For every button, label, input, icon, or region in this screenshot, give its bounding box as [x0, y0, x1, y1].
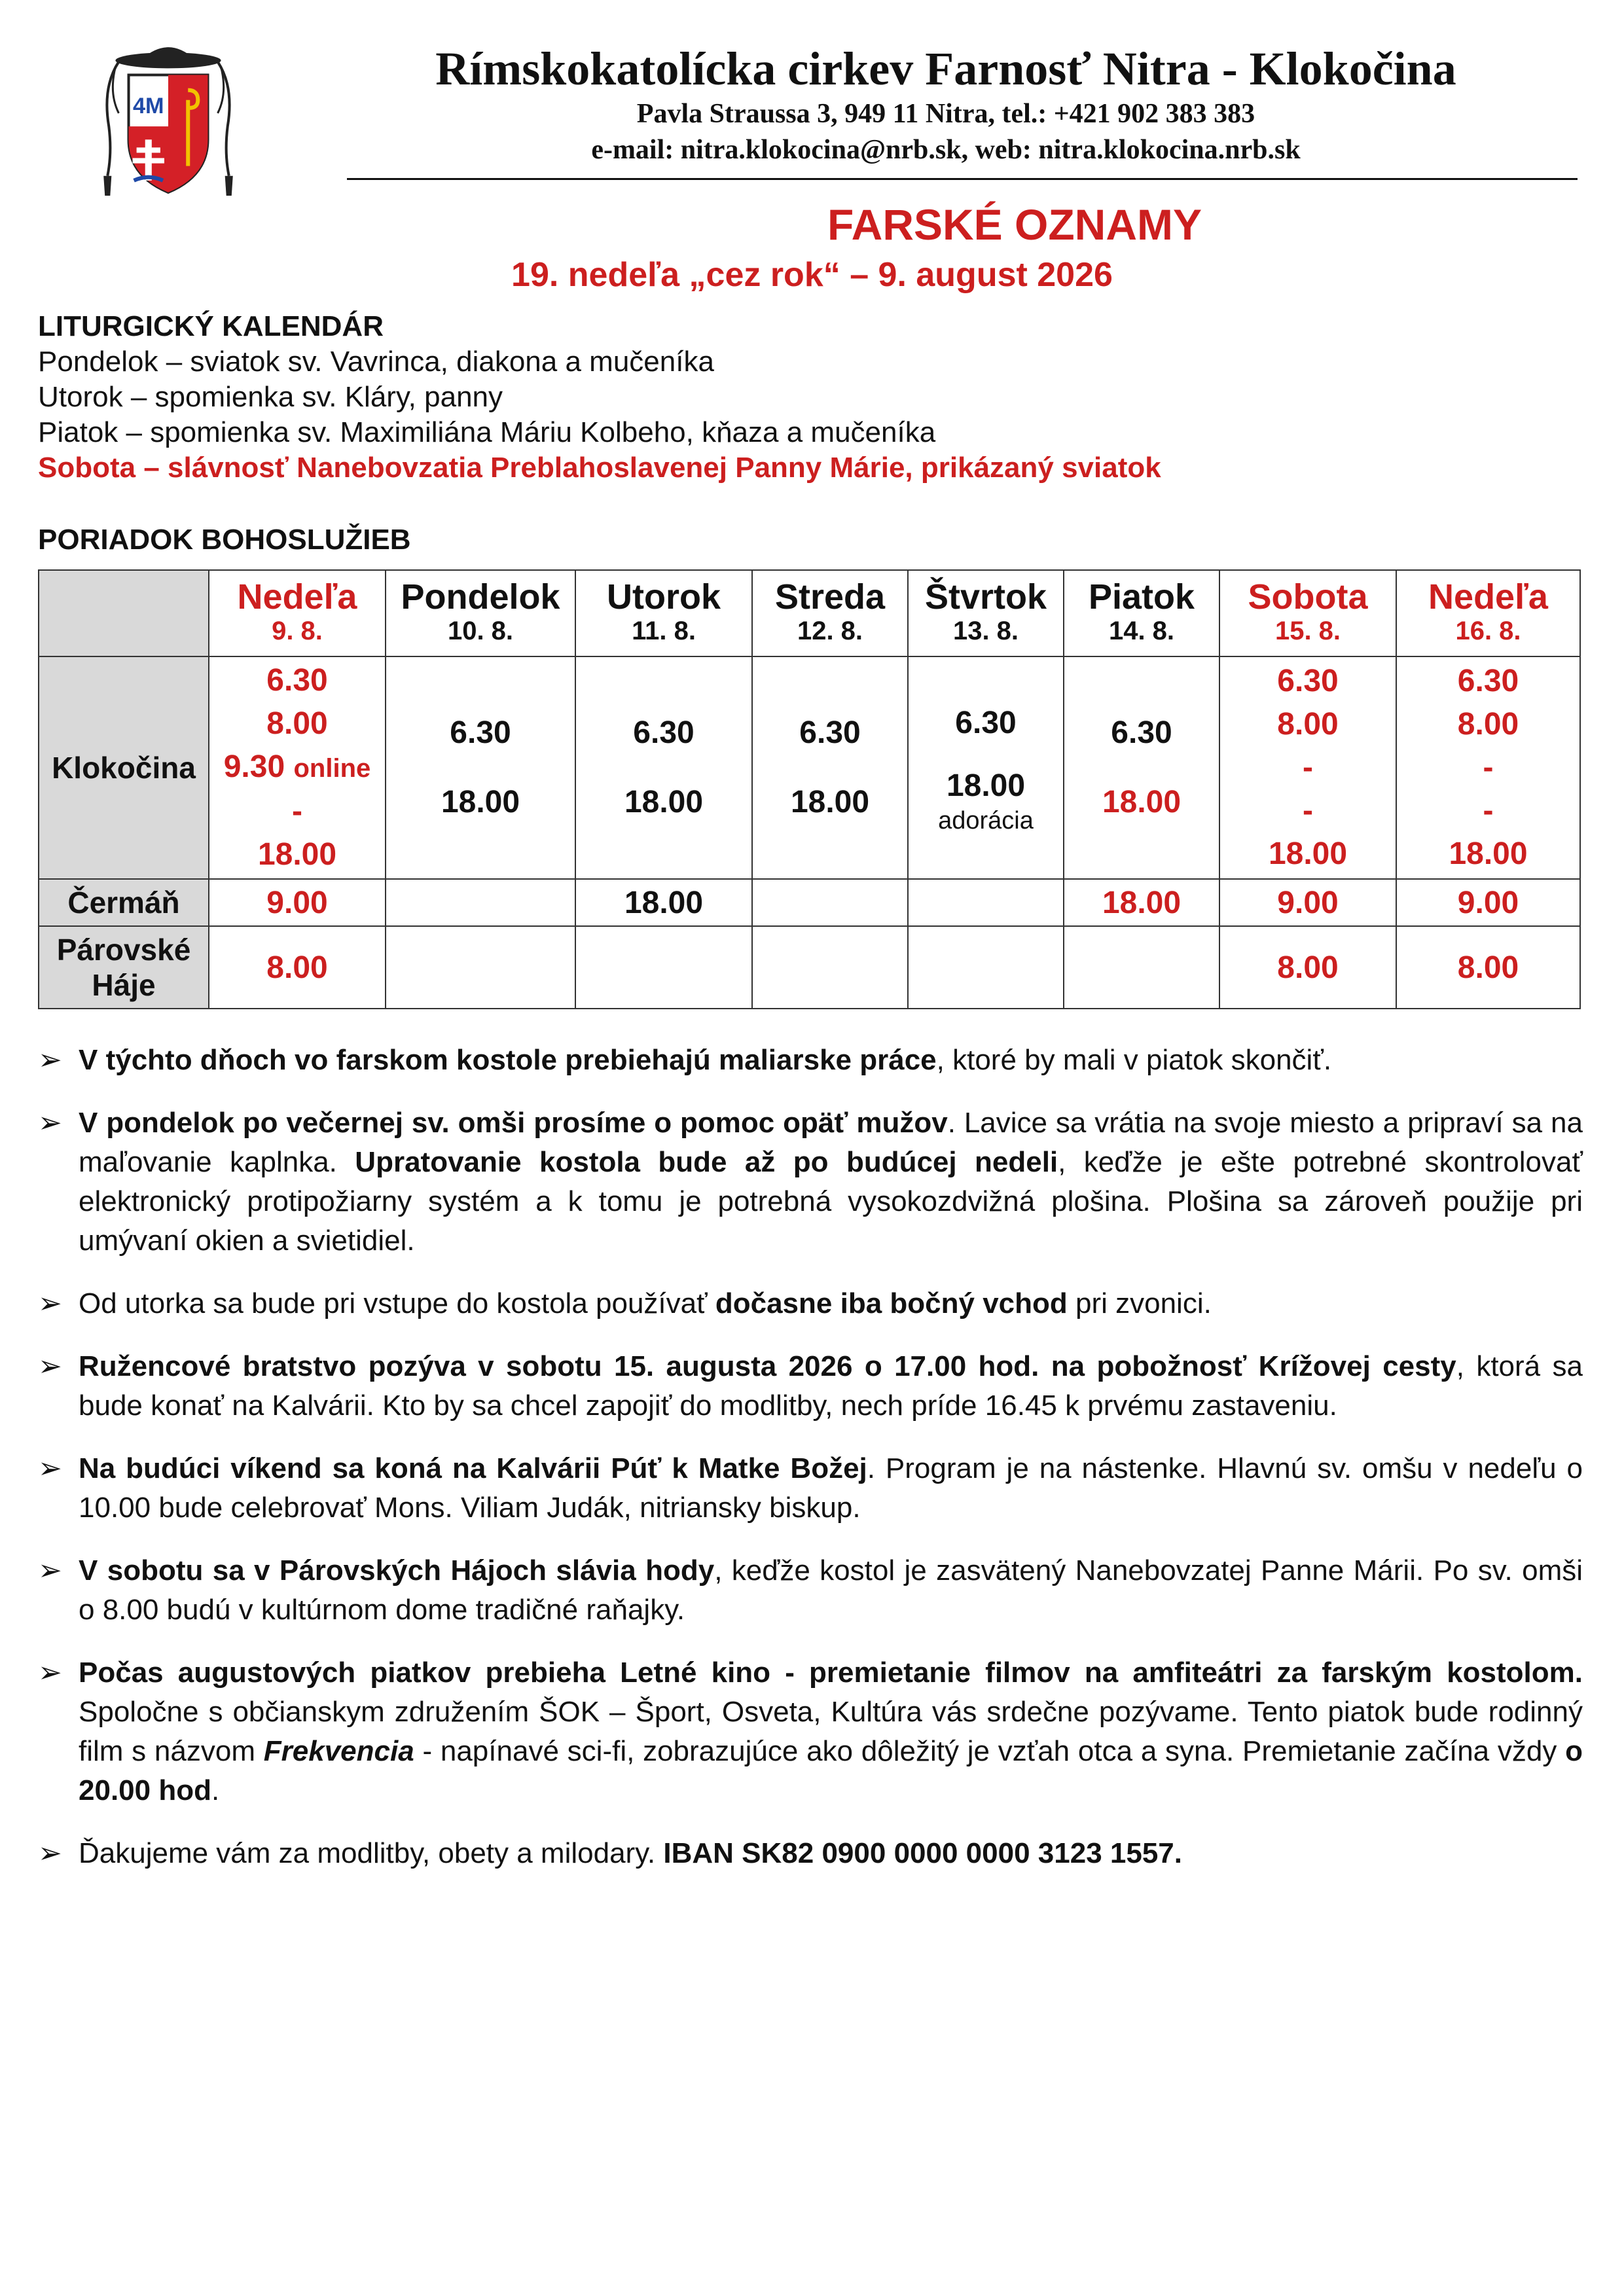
schedule-cell: 6.30 18.00	[752, 656, 908, 879]
schedule-cell: 8.00	[209, 926, 386, 1009]
parish-contact: e-mail: nitra.klokocina@nrb.sk, web: nitra.klokocina.nrb.sk	[591, 135, 1301, 165]
schedule-cell: 18.00	[1064, 879, 1219, 926]
day-header: Piatok 14. 8.	[1064, 570, 1219, 656]
table-header-row	[39, 570, 1580, 656]
arrow-bullet-icon: ➢	[38, 1350, 62, 1382]
announcement-item: ➢ Od utorka sa bude pri vstupe do kostola používať dočasne iba bočný vchod pri zvonici.	[38, 1284, 1583, 1323]
schedule-cell: 9.00	[1219, 879, 1396, 926]
arrow-bullet-icon: ➢	[38, 1837, 62, 1869]
calendar-highlight: Sobota – slávnosť Nanebovzatia Preblahoslavenej Panny Márie, prikázaný sviatok	[38, 452, 1161, 484]
schedule-cell: 6.30 18.00	[575, 656, 752, 879]
calendar-line: Utorok – spomienka sv. Kláry, panny	[38, 381, 503, 413]
arrow-bullet-icon: ➢	[38, 1657, 62, 1689]
day-header: Streda 12. 8.	[752, 570, 908, 656]
schedule-cell: 6.30 8.00 9.30 online - 18.00	[209, 656, 386, 879]
announcement-item: ➢ Na budúci víkend sa koná na Kalvárii Púť k Matke Božej. Program je na nástenke. Hlavnú sv. omšu v nedeľu o 10.00 bude celebrovať Mons. Viliam Judák, nitriansky biskup.	[38, 1449, 1583, 1528]
location-label: Čermáň	[39, 879, 209, 926]
schedule-cell: 8.00	[1219, 926, 1396, 1009]
schedule-cell: 9.00	[1396, 879, 1580, 926]
arrow-bullet-icon: ➢	[38, 1554, 62, 1587]
arrow-bullet-icon: ➢	[38, 1287, 62, 1319]
announcement-item: ➢ Počas augustových piatkov prebieha Letné kino - premietanie filmov na amfiteátri za farským kostolom. Spoločne s občianskym združením ŠOK – Šport, Osveta, Kultúra vás srdečne pozývame. Tento piatok bude rodinný film s názvom Frekvencia - napínavé sci-fi, zobrazujúce ako dôležitý je vzťah otca a syna. Premietanie začína vždy o 20.00 hod.	[38, 1653, 1583, 1810]
calendar-heading: LITURGICKÝ KALENDÁR	[38, 310, 384, 342]
schedule-cell: 6.30 8.00 - - 18.00	[1396, 656, 1580, 879]
schedule-cell	[575, 926, 752, 1009]
arrow-bullet-icon: ➢	[38, 1452, 62, 1484]
schedule-cell: 8.00	[1396, 926, 1580, 1009]
announcement-item: ➢ V týchto dňoch vo farskom kostole prebiehajú maliarske práce, ktoré by mali v piatok skončiť.	[38, 1041, 1583, 1080]
schedule-cell: 18.00	[575, 879, 752, 926]
schedule-cell: 6.30 18.00 adorácia	[908, 656, 1064, 879]
arrow-bullet-icon: ➢	[38, 1107, 62, 1139]
location-label: Klokočina	[39, 656, 209, 879]
letterhead	[0, 0, 1624, 196]
schedule-heading: PORIADOK BOHOSLUŽIEB	[38, 524, 411, 556]
location-label: Párovské Háje	[39, 926, 209, 1009]
parish-address: Pavla Straussa 3, 949 11 Nitra, tel.: +421 902 383 383	[636, 99, 1255, 129]
liturgical-calendar	[38, 309, 1583, 486]
schedule-cell	[752, 879, 908, 926]
calendar-line: Pondelok – sviatok sv. Vavrinca, diakona a mučeníka	[38, 346, 714, 378]
mass-schedule-table	[38, 569, 1581, 1009]
header-divider	[347, 178, 1578, 180]
day-header: Sobota 15. 8.	[1219, 570, 1396, 656]
day-header: Nedeľa 16. 8.	[1396, 570, 1580, 656]
parish-crest-icon	[89, 34, 247, 200]
day-header: Nedeľa 9. 8.	[209, 570, 386, 656]
announcement-item: ➢ Ružencové bratstvo pozýva v sobotu 15. augusta 2026 o 17.00 hod. na pobožnosť Krížovej cesty, ktorá sa bude konať na Kalvárii. Kto by sa chcel zapojiť do modlitby, nech príde 16.45 k prvému zastaveniu.	[38, 1347, 1583, 1426]
schedule-cell: 6.30 18.00	[1064, 656, 1219, 879]
parish-name: Rímskokatolícka cirkev Farnosť Nitra - Klokočina	[435, 43, 1456, 95]
schedule-cell: 6.30 8.00 - - 18.00	[1219, 656, 1396, 879]
schedule-cell	[752, 926, 908, 1009]
day-header: Štvrtok 13. 8.	[908, 570, 1064, 656]
svg-text:4M: 4M	[132, 93, 164, 118]
page-title: FARSKÉ OZNAMY	[827, 200, 1202, 249]
table-row-klokocina	[39, 656, 1580, 879]
announcement-item: ➢ V sobotu sa v Párovských Hájoch slávia hody, keďže kostol je zasvätený Nanebovzatej Panne Márii. Po sv. omši o 8.00 budú v kultúrnom dome tradičné raňajky.	[38, 1551, 1583, 1630]
table-row-cerman	[39, 879, 1580, 926]
day-header: Utorok 11. 8.	[575, 570, 752, 656]
announcement-item: ➢ V pondelok po večernej sv. omši prosíme o pomoc opäť mužov. Lavice sa vrátia na svoje miesto a pripraví sa na maľovanie kaplnka. Upratovanie kostola bude až po budúcej nedeli, keďže je ešte potrebné skontrolovať elektronický protipožiarny systém a k tomu je potrebná vysokozdvižná plošina. Plošina sa zároveň použije pri umývaní okien a svietidiel.	[38, 1103, 1583, 1261]
adoration-note: adorácia	[938, 807, 1034, 834]
page-subtitle: 19. nedeľa „cez rok“ – 9. august 2026	[511, 256, 1113, 294]
schedule-cell	[908, 879, 1064, 926]
day-header: Pondelok 10. 8.	[386, 570, 575, 656]
schedule-cell	[908, 926, 1064, 1009]
announcement-item: ➢ Ďakujeme vám za modlitby, obety a milodary. IBAN SK82 0900 0000 0000 3123 1557.	[38, 1834, 1583, 1873]
announcements-list	[38, 1041, 1583, 1897]
schedule-cell	[386, 926, 575, 1009]
table-corner-cell	[39, 570, 209, 656]
schedule-cell	[1064, 926, 1219, 1009]
schedule-cell: 6.30 18.00	[386, 656, 575, 879]
calendar-line: Piatok – spomienka sv. Maximiliána Máriu Kolbeho, kňaza a mučeníka	[38, 416, 936, 448]
schedule-cell: 9.00	[209, 879, 386, 926]
table-row-parovske-haje	[39, 926, 1580, 1009]
schedule-cell	[386, 879, 575, 926]
arrow-bullet-icon: ➢	[38, 1044, 62, 1076]
